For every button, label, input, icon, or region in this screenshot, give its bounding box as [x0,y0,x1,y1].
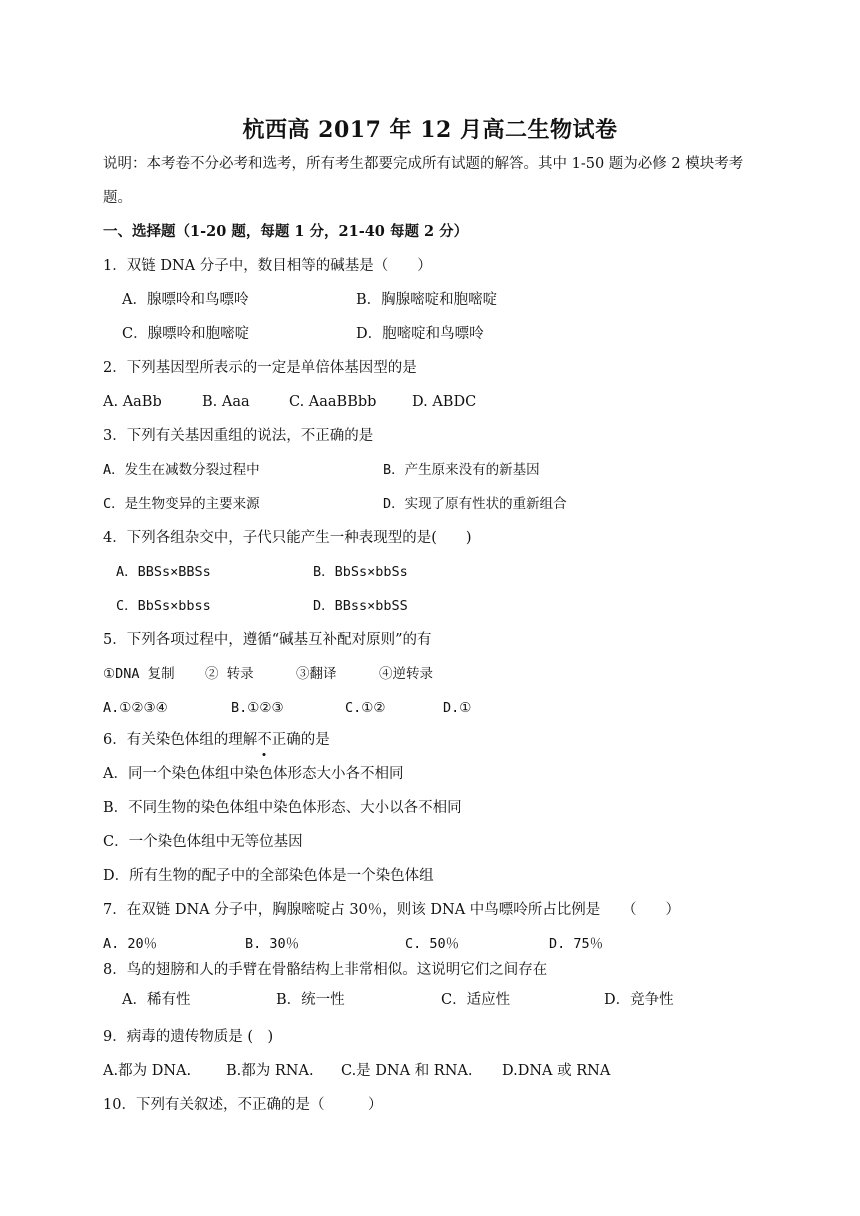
section-heading: 一、选择题（1-20 题，每题 1 分，21-40 每题 2 分） [103,223,469,240]
question-7-option-d: D. 75％ [549,936,604,952]
question-7-option-c: C. 50％ [405,936,460,952]
question-4-option-b: B．BbSs×bbSs [313,564,408,580]
question-1-option-a: A．腺嘌呤和鸟嘌呤 [122,292,249,308]
question-3-stem: 3．下列有关基因重组的说法，不正确的是 [103,428,374,444]
question-6-option-d: D．所有生物的配子中的全部染色体是一个染色体组 [103,868,434,884]
question-6-option-b: B．不同生物的染色体组中染色体形态、大小以各不相同 [103,800,462,816]
question-7-option-a: A. 20％ [103,936,158,952]
question-6-option-c: C．一个染色体组中无等位基因 [103,834,303,850]
question-3-option-c: C．是生物变异的主要来源 [103,496,260,512]
question-3-option-a: A．发生在减数分裂过程中 [103,462,260,478]
question-4-option-d: D．BBss×bbSS [313,598,408,614]
question-5-option-c: C.①② [345,700,386,716]
question-9-stem: 9．病毒的遗传物质是 ( ) [103,1029,274,1045]
exam-title: 杭西高 2017 年 12 月高二生物试卷 [242,117,618,143]
question-6-stem-post: 正确的是 [271,732,330,748]
question-5-item-4: ④逆转录 [379,666,433,682]
question-2-stem: 2．下列基因型所表示的一定是单倍体基因型的是 [103,360,417,376]
question-6-stem-pre: 6．有关染色体组的理解 [103,732,258,748]
question-2-option-a: A. AaBb [103,394,162,410]
question-10-stem: 10．下列有关叙述，不正确的是（ ） [103,1097,383,1113]
question-8-option-c: C．适应性 [441,992,511,1008]
question-6-stem-emphasis: 不 [257,732,272,748]
question-1-option-c: C．腺嘌呤和胞嘧啶 [122,326,250,342]
question-7-option-b: B. 30％ [245,936,300,952]
question-7-stem: 7．在双链 DNA 分子中，胸腺嘧啶占 30％，则该 DNA 中鸟嘌呤所占比例是 （ ） [103,902,681,918]
question-1-option-b: B．胸腺嘧啶和胞嘧啶 [356,292,498,308]
question-3-option-b: B．产生原来没有的新基因 [383,462,540,478]
note-line-1: 说明：本考卷不分必考和选考，所有考生都要完成所有试题的解答。其中 1-50 题为必修 2 模块考考 [103,156,744,172]
question-8-stem: 8．鸟的翅膀和人的手臂在骨骼结构上非常相似。这说明它们之间存在 [103,962,548,978]
question-5-item-2: ② 转录 [205,666,254,682]
question-4-stem: 4．下列各组杂交中，子代只能产生一种表现型的是( ) [103,530,472,546]
question-6-option-a: A．同一个染色体组中染色体形态大小各不相同 [103,766,404,782]
question-1-stem: 1．双链 DNA 分子中，数目相等的碱基是（ ） [103,258,432,274]
question-9-option-a: A.都为 DNA. [103,1063,192,1079]
question-2-option-b: B. Aaa [202,394,250,410]
question-2-option-d: D. ABDC [412,394,477,410]
question-5-option-b: B.①②③ [231,700,284,716]
question-9-option-b: B.都为 RNA. [226,1063,314,1079]
question-2-option-c: C. AaaBBbb [289,394,377,410]
question-9-option-d: D.DNA 或 RNA [502,1063,611,1079]
question-5-option-a: A.①②③④ [103,700,168,716]
question-4-option-a: A．BBSs×BBSs [116,564,211,580]
note-line-2: 题。 [103,190,132,206]
question-8-option-a: A．稀有性 [122,992,191,1008]
question-5-stem: 5．下列各项过程中，遵循“碱基互补配对原则”的有 [103,632,432,648]
question-4-option-c: C．BbSs×bbss [116,598,211,614]
question-8-option-b: B．统一性 [276,992,345,1008]
question-5-option-d: D.① [443,700,472,716]
question-9-option-c: C.是 DNA 和 RNA. [341,1063,473,1079]
question-5-item-3: ③翻译 [296,666,337,682]
question-5-item-1: ①DNA 复制 [103,666,175,682]
question-1-option-d: D．胞嘧啶和鸟嘌呤 [356,326,484,342]
question-3-option-d: D．实现了原有性状的重新组合 [383,496,567,512]
question-8-option-d: D．竞争性 [604,992,674,1008]
question-6-stem [103,730,330,750]
